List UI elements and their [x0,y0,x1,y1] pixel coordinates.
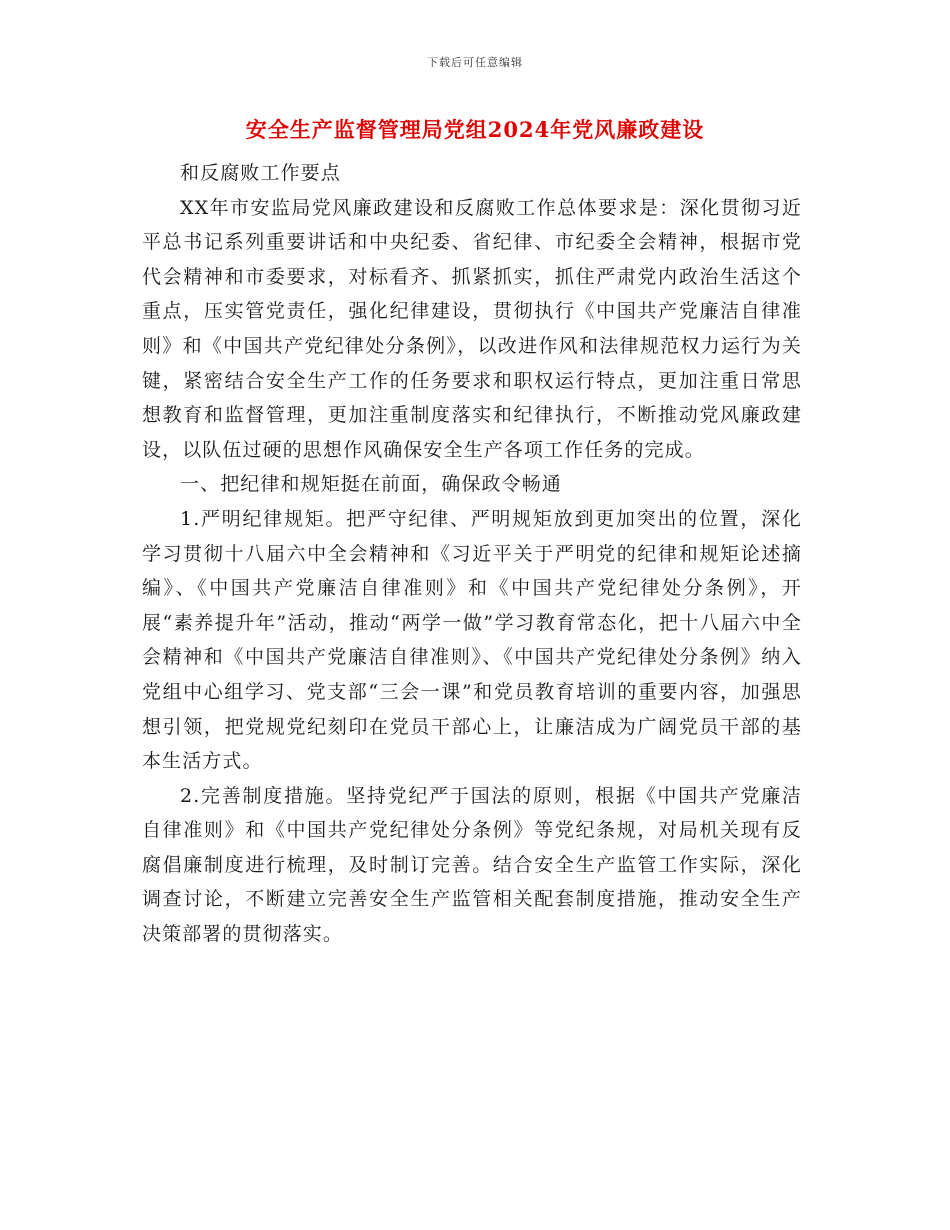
subtitle-paragraph: 和反腐败工作要点 [180,162,341,184]
document-title: 安全生产监督管理局党组2024年党风廉政建设 [245,117,705,142]
item-2-paragraph: 2.完善制度措施。坚持党纪严于国法的原则，根据《中国共产党廉洁自律准则》和《中国共产党纪律处分条例》等党纪条规，对局机关现有反腐倡廉制度进行梳理，及时制订完善。结合安全生产监管工作实际，深化调查讨论，不断建立完善安全生产监管相关配套制度措施，推动安全生产决策部署的贯彻落实。 [142,784,802,946]
section-heading: 一、把纪律和规矩挺在前面，确保政令畅通 [180,473,562,496]
item-1-paragraph: 1.严明纪律规矩。把严守纪律、严明规矩放到更加突出的位置，深化学习贯彻十八届六中全会精神和《习近平关于严明党的纪律和规矩论述摘编》、《中国共产党廉洁自律准则》和《中国共产党纪律处分条例》，开展“素养提升年”活动，推动“两学一做”学习教育常态化，把十八届六中全会精神和《中国共产党廉洁自律准则》、《中国共产党纪律处分条例》纳入党组中心组学习、党支部“三会一课”和党员教育培训的重要内容，加强思想引领，把党规党纪刻印在党员干部心上，让廉洁成为广阔党员干部的基本生活方式。 [142,507,802,773]
document-body [142,156,802,952]
header-note: 下载后可任意编辑 [427,56,523,69]
intro-paragraph: XX年市安监局党风廉政建设和反腐败工作总体要求是：深化贯彻习近平总书记系列重要讲话和中央纪委、省纪律、市纪委全会精神，根据市党代会精神和市委要求，对标看齐、抓紧抓实，抓住严肃党内政治生活这个重点，压实管党责任，强化纪律建设，贯彻执行《中国共产党廉洁自律准则》和《中国共产党纪律处分条例》，以改进作风和法律规范权力运行为关键，紧密结合安全生产工作的任务要求和职权运行特点，更加注重日常思想教育和监督管理，更加注重制度落实和纪律执行，不断推动党风廉政建设，以队伍过硬的思想作风确保安全生产各项工作任务的完成。 [142,196,802,461]
